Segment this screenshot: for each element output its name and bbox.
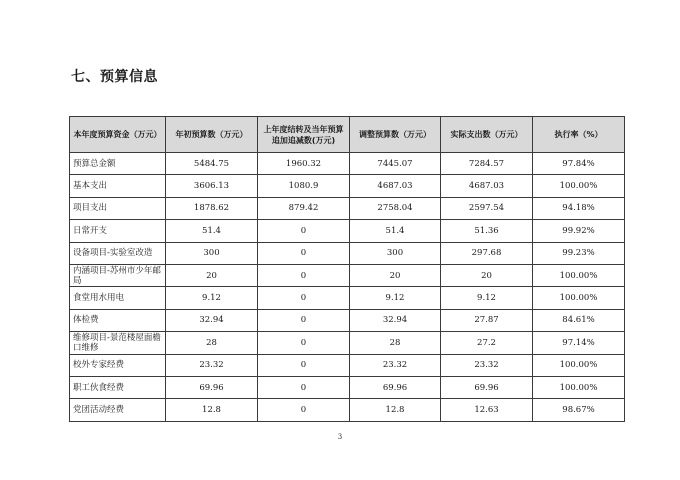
actual-expenditure-cell: 27.87 [441,309,533,331]
row-label: 食堂用水用电 [70,287,166,309]
row-label: 基本支出 [70,175,166,197]
row-label: 维修项目-景范楼屋面檐口维修 [70,332,166,354]
table-row [70,264,625,286]
row-label: 党团活动经费 [70,399,166,421]
execution-rate-cell: 100.00% [533,376,625,398]
carryover-cell: 0 [258,220,350,242]
adjusted-budget-cell: 300 [350,242,441,264]
actual-expenditure-cell: 69.96 [441,376,533,398]
table-row [70,220,625,242]
execution-rate-cell: 100.00% [533,354,625,376]
table-row [70,376,625,398]
carryover-cell: 0 [258,287,350,309]
row-label: 项目支出 [70,197,166,219]
carryover-cell: 0 [258,332,350,354]
header-carryover-adjustment: 上年度结转及当年预算追加追减数(万元) [258,117,350,153]
initial-budget-cell: 1878.62 [166,197,258,219]
row-label: 设备项目-实验室改造 [70,242,166,264]
row-label: 日常开支 [70,220,166,242]
initial-budget-cell: 32.94 [166,309,258,331]
execution-rate-cell: 98.67% [533,399,625,421]
carryover-cell: 1960.32 [258,153,350,175]
adjusted-budget-cell: 4687.03 [350,175,441,197]
actual-expenditure-cell: 297.68 [441,242,533,264]
adjusted-budget-cell: 2758.04 [350,197,441,219]
table-row [70,332,625,354]
initial-budget-cell: 69.96 [166,376,258,398]
adjusted-budget-cell: 12.8 [350,399,441,421]
section-title: 七、预算信息 [71,69,158,85]
table-header-row [70,117,625,153]
initial-budget-cell: 300 [166,242,258,264]
actual-expenditure-cell: 9.12 [441,287,533,309]
page-number: 3 [337,433,343,441]
header-adjusted-budget: 调整预算数（万元） [350,117,441,153]
table-row [70,153,625,175]
table-row [70,175,625,197]
carryover-cell: 1080.9 [258,175,350,197]
initial-budget-cell: 51.4 [166,220,258,242]
row-label: 体检费 [70,309,166,331]
execution-rate-cell: 94.18% [533,197,625,219]
actual-expenditure-cell: 51.36 [441,220,533,242]
actual-expenditure-cell: 27.2 [441,332,533,354]
header-budget-funds: 本年度预算资金（万元） [70,117,166,153]
row-label: 校外专家经费 [70,354,166,376]
table-row [70,399,625,421]
carryover-cell: 879.42 [258,197,350,219]
adjusted-budget-cell: 28 [350,332,441,354]
initial-budget-cell: 12.8 [166,399,258,421]
row-label: 内涵项目-苏州市少年邮局 [70,264,166,286]
initial-budget-cell: 3606.13 [166,175,258,197]
table-row [70,197,625,219]
header-execution-rate: 执行率（%） [533,117,625,153]
header-actual-expenditure: 实际支出数（万元） [441,117,533,153]
carryover-cell: 0 [258,399,350,421]
carryover-cell: 0 [258,309,350,331]
carryover-cell: 0 [258,264,350,286]
actual-expenditure-cell: 20 [441,264,533,286]
table-row [70,309,625,331]
adjusted-budget-cell: 9.12 [350,287,441,309]
initial-budget-cell: 20 [166,264,258,286]
execution-rate-cell: 97.14% [533,332,625,354]
execution-rate-cell: 84.61% [533,309,625,331]
table-row [70,287,625,309]
actual-expenditure-cell: 7284.57 [441,153,533,175]
actual-expenditure-cell: 12.63 [441,399,533,421]
table-row [70,242,625,264]
execution-rate-cell: 99.92% [533,220,625,242]
actual-expenditure-cell: 23.32 [441,354,533,376]
table-row [70,354,625,376]
initial-budget-cell: 9.12 [166,287,258,309]
execution-rate-cell: 99.23% [533,242,625,264]
adjusted-budget-cell: 20 [350,264,441,286]
carryover-cell: 0 [258,376,350,398]
adjusted-budget-cell: 23.32 [350,354,441,376]
initial-budget-cell: 23.32 [166,354,258,376]
carryover-cell: 0 [258,242,350,264]
initial-budget-cell: 28 [166,332,258,354]
execution-rate-cell: 100.00% [533,264,625,286]
budget-table [69,116,625,422]
adjusted-budget-cell: 32.94 [350,309,441,331]
execution-rate-cell: 97.84% [533,153,625,175]
initial-budget-cell: 5484.75 [166,153,258,175]
execution-rate-cell: 100.00% [533,287,625,309]
adjusted-budget-cell: 69.96 [350,376,441,398]
execution-rate-cell: 100.00% [533,175,625,197]
actual-expenditure-cell: 4687.03 [441,175,533,197]
header-initial-budget: 年初预算数（万元） [166,117,258,153]
row-label: 职工伙食经费 [70,376,166,398]
adjusted-budget-cell: 51.4 [350,220,441,242]
actual-expenditure-cell: 2597.54 [441,197,533,219]
adjusted-budget-cell: 7445.07 [350,153,441,175]
row-label: 预算总金额 [70,153,166,175]
carryover-cell: 0 [258,354,350,376]
